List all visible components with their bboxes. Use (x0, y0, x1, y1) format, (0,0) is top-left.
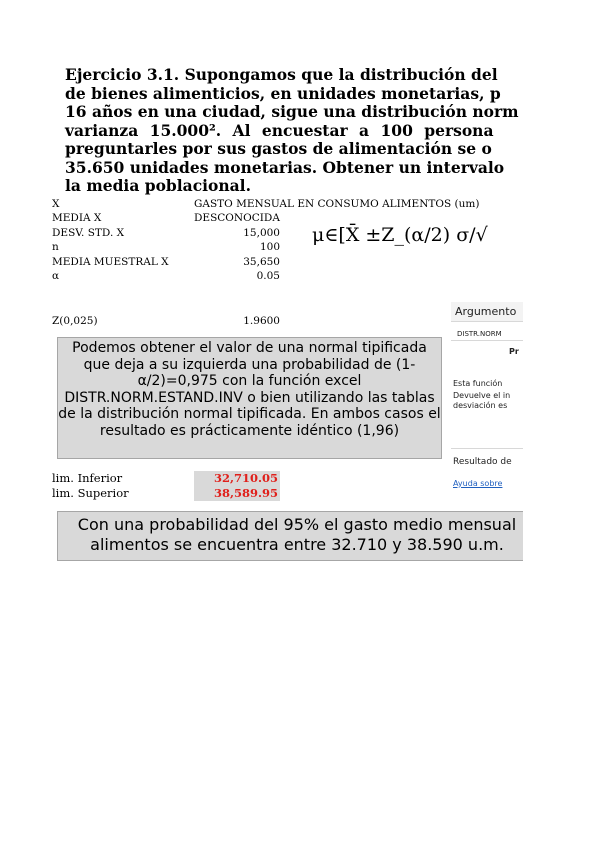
dialog-desc-line: Esta función (453, 379, 503, 388)
title-line: 16 años en una ciudad, sigue una distribución norm (65, 102, 519, 121)
title-line: Ejercicio 3.1. Supongamos que la distribución del (65, 65, 498, 84)
lower-limit-label[interactable]: lim. Inferior (52, 471, 123, 485)
upper-limit-label[interactable]: lim. Superior (52, 486, 129, 500)
row-label-x[interactable]: X (52, 198, 60, 210)
explanation-textbox[interactable]: Podemos obtener el valor de una normal tipificada que deja a su izquierda una probabilidad de (1-α/2)=0,975 con la función excel DISTR.NORM.ESTAND.INV o bien utilizando las tablas de la distribución normal tipificada. En ambos casos el resultado es prácticamente idéntico (1,96) (57, 337, 442, 459)
title-line: varianza 15.000². Al encuestar a 100 persona (65, 120, 494, 140)
dialog-prob-label: Pr (509, 347, 519, 356)
dialog-header: Argumento (451, 302, 523, 322)
dialog-function-name: DISTR.NORM (457, 330, 502, 338)
dialog-desc-line: desviación es (453, 401, 508, 410)
row-value-media-x[interactable]: DESCONOCIDA (194, 212, 280, 224)
title-line: preguntarles por sus gastos de alimentación se o (65, 139, 492, 158)
row-value-x[interactable]: GASTO MENSUAL EN CONSUMO ALIMENTOS (um) (194, 198, 480, 210)
row-value-media-muestral[interactable]: 35,650 (243, 256, 280, 268)
dialog-desc-line: Devuelve el in (453, 391, 511, 400)
row-label-media-muestral[interactable]: MEDIA MUESTRAL X (52, 256, 169, 268)
z-value[interactable]: 1.9600 (243, 315, 280, 327)
conclusion-textbox[interactable]: Con una probabilidad del 95% el gasto medio mensual alimentos se encuentra entre 32.710 y 38.590 u.m. (57, 511, 523, 561)
row-label-n[interactable]: n (52, 241, 59, 253)
dialog-result-label: Resultado de (453, 457, 512, 467)
row-value-n[interactable]: 100 (259, 241, 280, 253)
row-label-alpha[interactable]: α (52, 270, 60, 282)
row-label-media-x[interactable]: MEDIA X (52, 212, 102, 224)
dialog-help-link[interactable]: Ayuda sobre (453, 479, 503, 488)
function-arguments-dialog (451, 302, 523, 502)
z-label[interactable]: Z(0,025) (52, 315, 98, 327)
row-value-alpha[interactable]: 0.05 (256, 270, 280, 282)
lower-limit-value[interactable]: 32,710.05 (213, 471, 278, 485)
title-line: 35.650 unidades monetarias. Obtener un intervalo (65, 157, 505, 177)
row-label-desv-std[interactable]: DESV. STD. X (52, 227, 125, 239)
divider (451, 448, 523, 449)
confidence-interval-formula: μ∈[X̄ ±Z_(α/2) σ/√ (312, 224, 488, 246)
divider (451, 340, 523, 341)
row-value-desv-std[interactable]: 15,000 (243, 227, 280, 239)
exercise-title (65, 66, 523, 196)
title-line: de bienes alimenticios, en unidades monetarias, p (65, 83, 501, 103)
title-line: la media poblacional. (65, 176, 251, 195)
upper-limit-value[interactable]: 38,589.95 (213, 486, 278, 500)
